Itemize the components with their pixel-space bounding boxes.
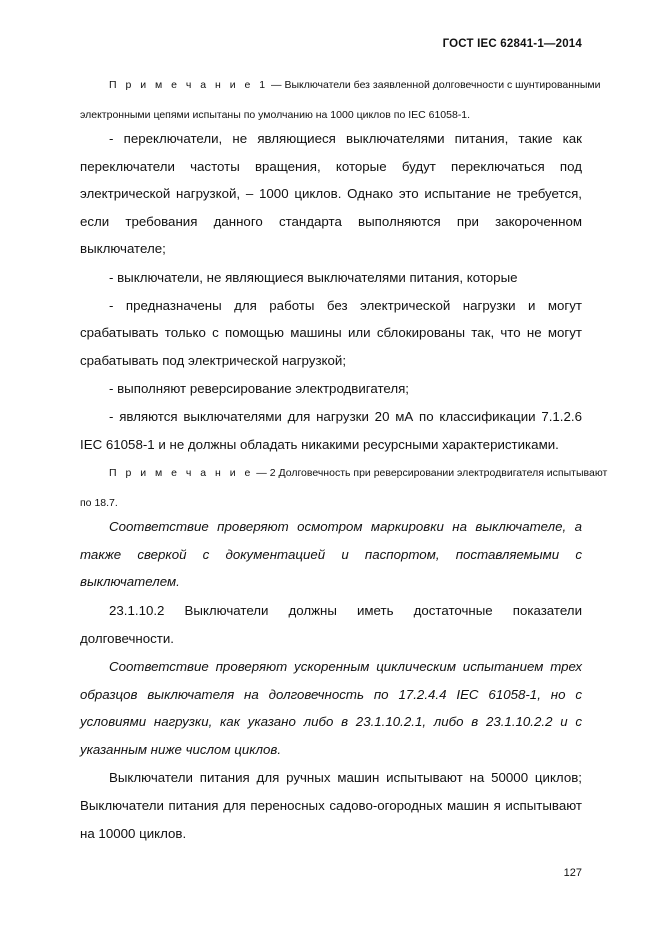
note-2-line-2: по 18.7. (80, 497, 118, 509)
paragraph-line: Выключатели питания для переносных садово-огородных машин я испытывают (80, 798, 582, 813)
paragraph-line: переключатели частоты вращения, которые будут переключаться под (80, 159, 582, 174)
note-2 (109, 465, 608, 481)
paragraph-line: электрической нагрузкой, – 1000 циклов. Однако это испытание не требуется, (80, 186, 582, 201)
compliance-line: указанным ниже числом циклов. (80, 742, 282, 757)
note-2-text: — 2 Долговечность при реверсировании электродвигателя испытывают (253, 467, 608, 479)
paragraph-line: - переключатели, не являющиеся выключателями питания, такие как (109, 131, 582, 146)
paragraph-line: - выключатели, не являющиеся выключателями питания, которые (109, 270, 518, 285)
standard-header: ГОСТ IEC 62841-1—2014 (442, 38, 582, 50)
compliance-line: выключателем. (80, 574, 180, 589)
paragraph-line: Выключатели питания для ручных машин испытывают на 50000 циклов; (109, 770, 582, 785)
paragraph-line: - выполняют реверсирование электродвигателя; (109, 381, 410, 396)
compliance-line: Соответствие проверяют ускоренным циклическим испытанием трех (109, 659, 582, 674)
note-1 (109, 77, 601, 93)
paragraph-line: - предназначены для работы без электрической нагрузки и могут (109, 298, 582, 313)
paragraph-line: на 10000 циклов. (80, 826, 187, 841)
paragraph-line: - являются выключателями для нагрузки 20 мА по классификации 7.1.2.6 (109, 409, 582, 424)
paragraph-line: выключателе; (80, 241, 166, 256)
note-1-line-2: электронными цепями испытаны по умолчанию на 1000 циклов по IEC 61058-1. (80, 109, 471, 121)
compliance-line: образцов выключателя на долговечность по 17.2.4.4 IEC 61058-1, но с (80, 687, 582, 702)
note-1-label: П р и м е ч а н и е 1 (109, 79, 269, 91)
paragraph-line: срабатывать под электрической нагрузкой; (80, 353, 347, 368)
paragraph-line: срабатывать только с помощью машины или сблокированы так, что не могут (80, 325, 582, 340)
paragraph-line: если требования данного стандарта выполняются при закороченном (80, 214, 582, 229)
paragraph-line: IEC 61058-1 и не должны обладать никакими ресурсными характеристиками. (80, 437, 559, 452)
clause-line: 23.1.10.2 Выключатели должны иметь достаточные показатели (109, 603, 582, 618)
note-2-label: П р и м е ч а н и е (109, 467, 254, 479)
compliance-line: условиями нагрузки, как указано либо в 23.1.10.2.1, либо в 23.1.10.2.2 и с (80, 714, 582, 729)
page-number: 127 (563, 867, 582, 879)
clause-line: долговечности. (80, 631, 174, 646)
note-1-text: — Выключатели без заявленной долговечности с шунтированными (268, 79, 601, 91)
compliance-line: также сверкой с документацией и паспортом, поставляемыми с (80, 547, 582, 562)
compliance-line: Соответствие проверяют осмотром маркировки на выключателе, а (109, 519, 582, 534)
